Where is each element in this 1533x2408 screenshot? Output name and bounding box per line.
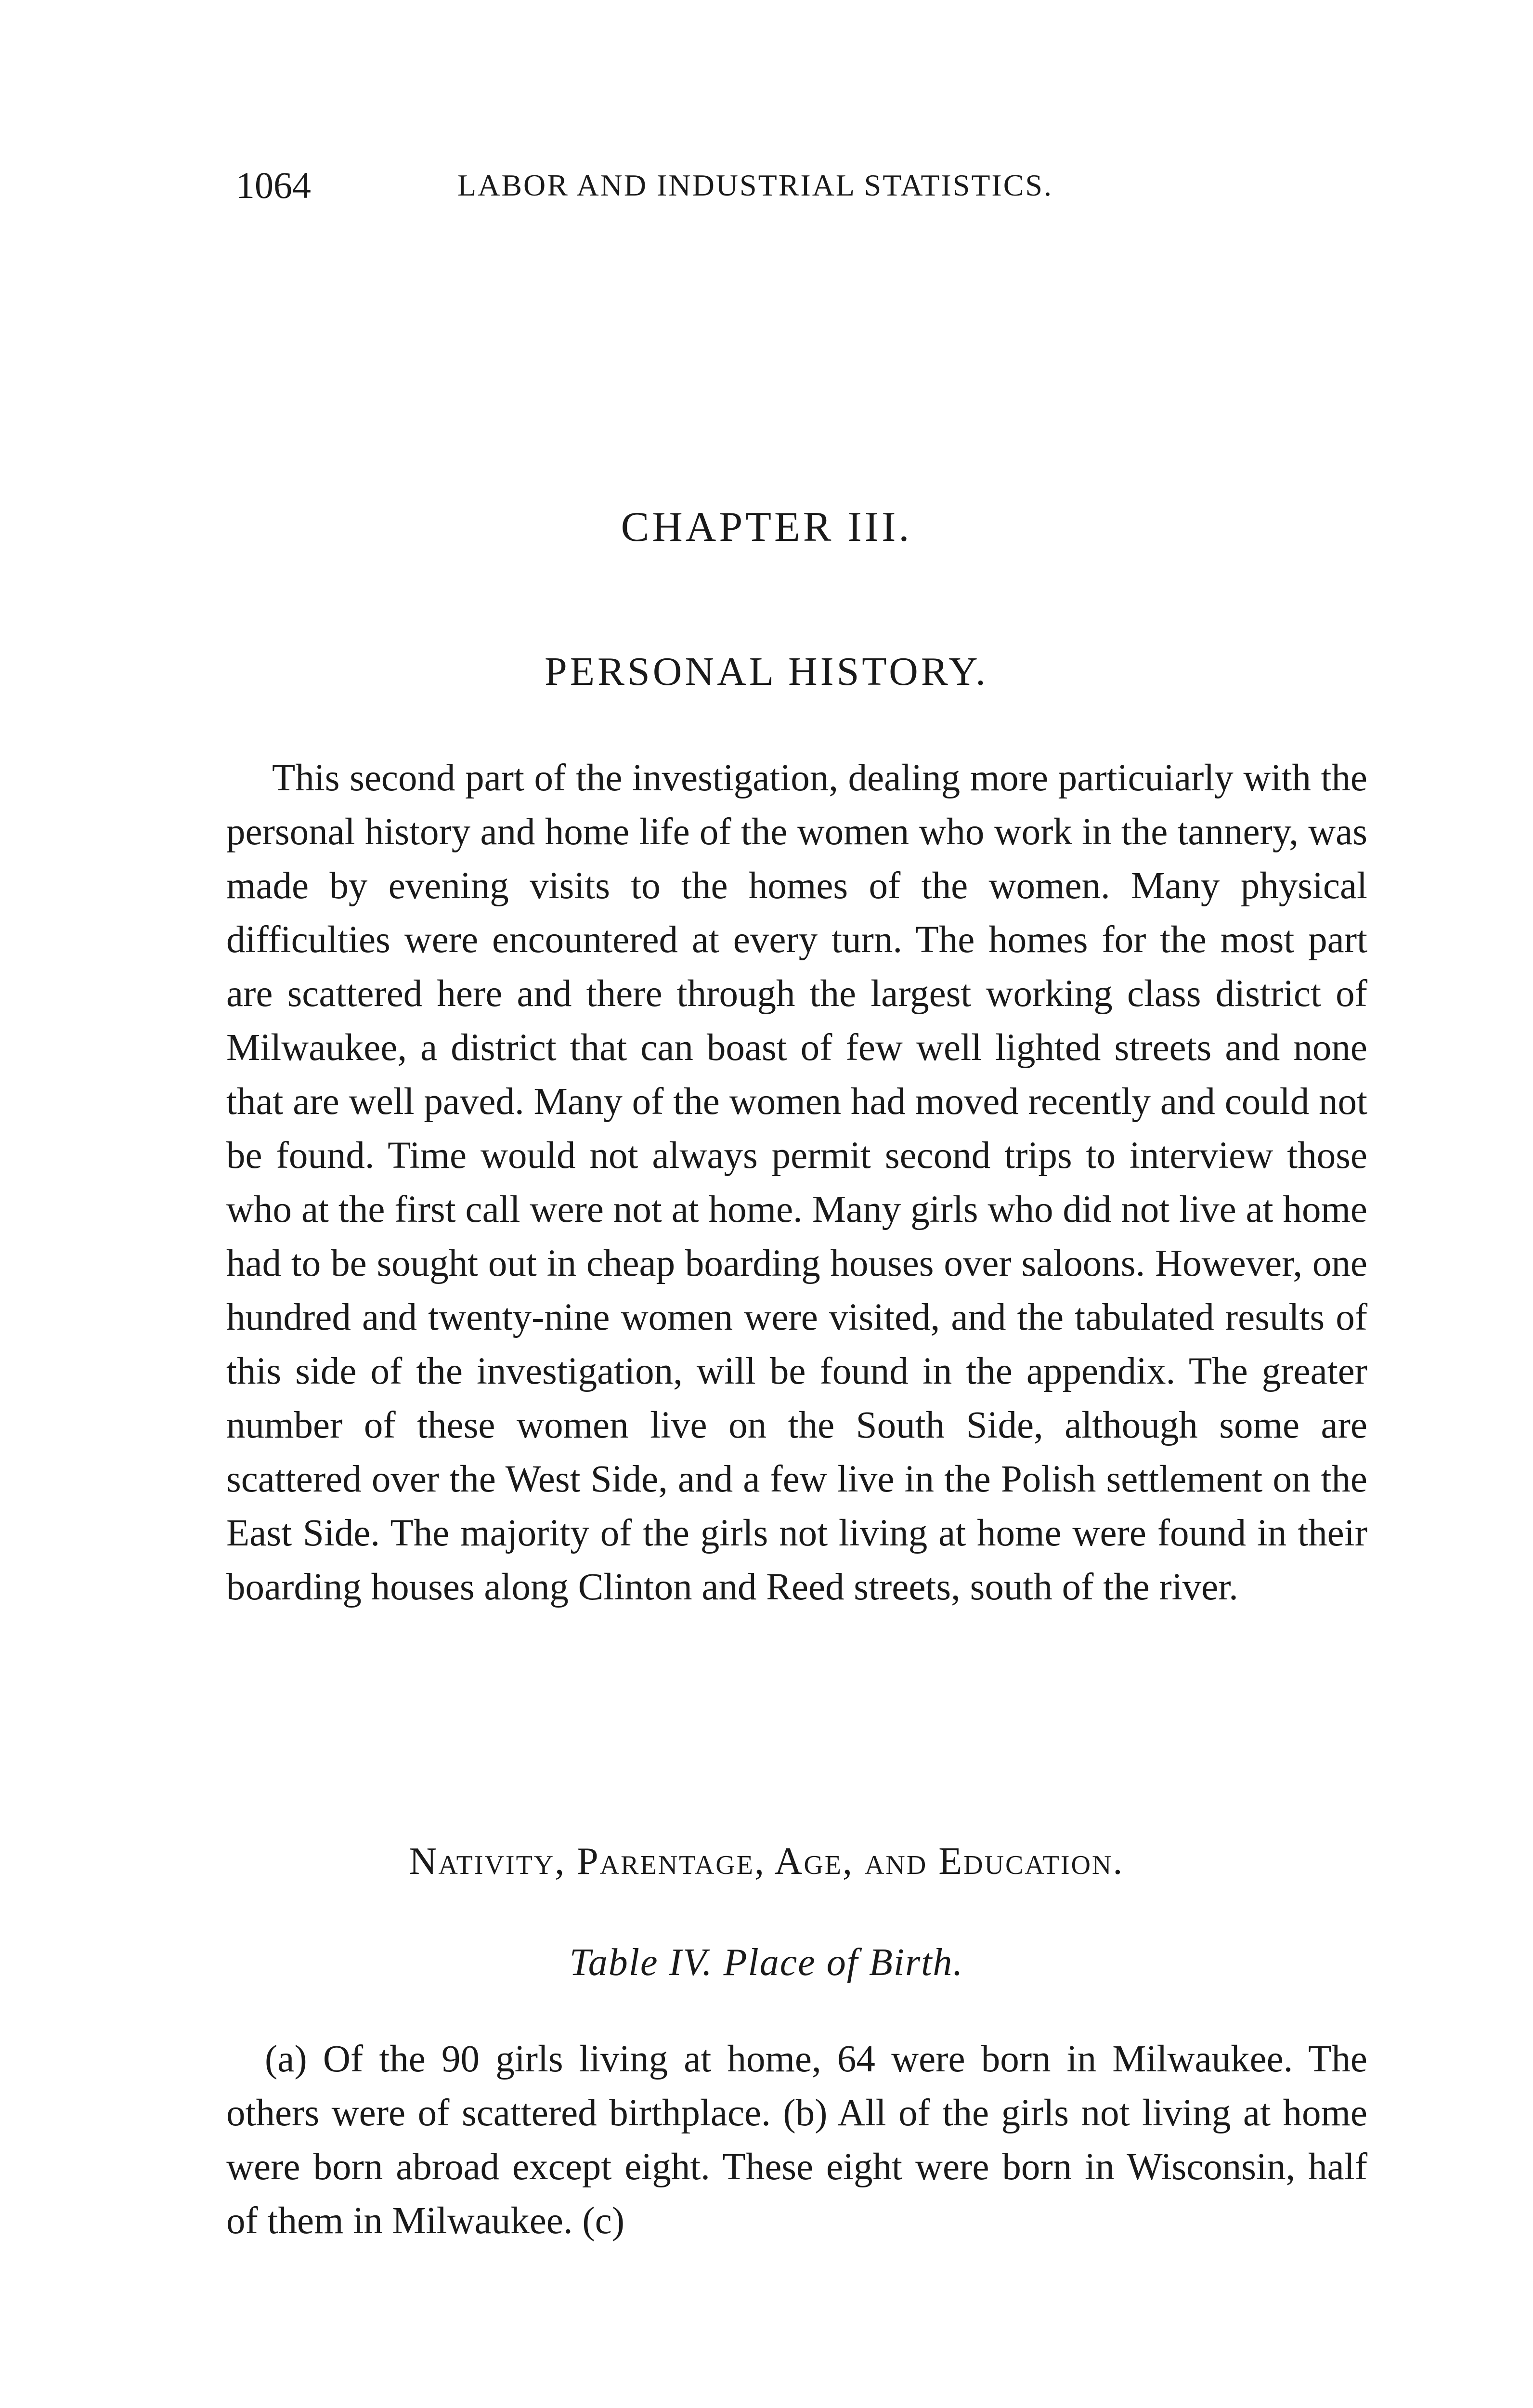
body-paragraph: This second part of the investigation, dealing more particuiarly with the personal history and home life of the women who work in the tannery, was made by evening visits to the homes of the women. Many physical difficulties were encountered at every turn. The homes for the most part are scattered here and there through the largest working class district of Milwaukee, a district that can boast of few well lighted streets and none that are well paved. Many of the women had moved recently and could not be found. Time would not always permit second trips to interview those who at the first call were not at home. Many girls who did not live at home had to be sought out in cheap boarding houses over saloons. However, one hundred and twenty-nine women were visited, and the tabulated results of this side of the investigation, will be found in the appendix. The greater number of these women live on the South Side, although some are scattered over the West Side, and a few live in the Polish settlement on the East Side. The majority of the girls not living at home were found in their boarding houses along Clinton and Reed streets, south of the river.	[226, 757, 1367, 1608]
subsection-heading: Nativity, Parentage, Age, and Education.	[409, 1840, 1124, 1883]
body-paragraph-continued: (a) Of the 90 girls living at home, 64 were born in Milwaukee. The others were of scattered birthplace. (b) All of the girls not living at home were born abroad except eight. These eight were born in Wisconsin, half of them in Milwaukee. (c)	[226, 2038, 1367, 2242]
running-head	[236, 164, 1199, 207]
running-title: LABOR AND INDUSTRIAL STATISTICS.	[457, 168, 1053, 202]
chapter-heading: CHAPTER III.	[621, 504, 912, 550]
table-caption: Table IV. Place of Birth.	[569, 1941, 964, 1984]
page-number: 1064	[236, 164, 311, 206]
chapter-title: PERSONAL HISTORY.	[545, 649, 988, 694]
